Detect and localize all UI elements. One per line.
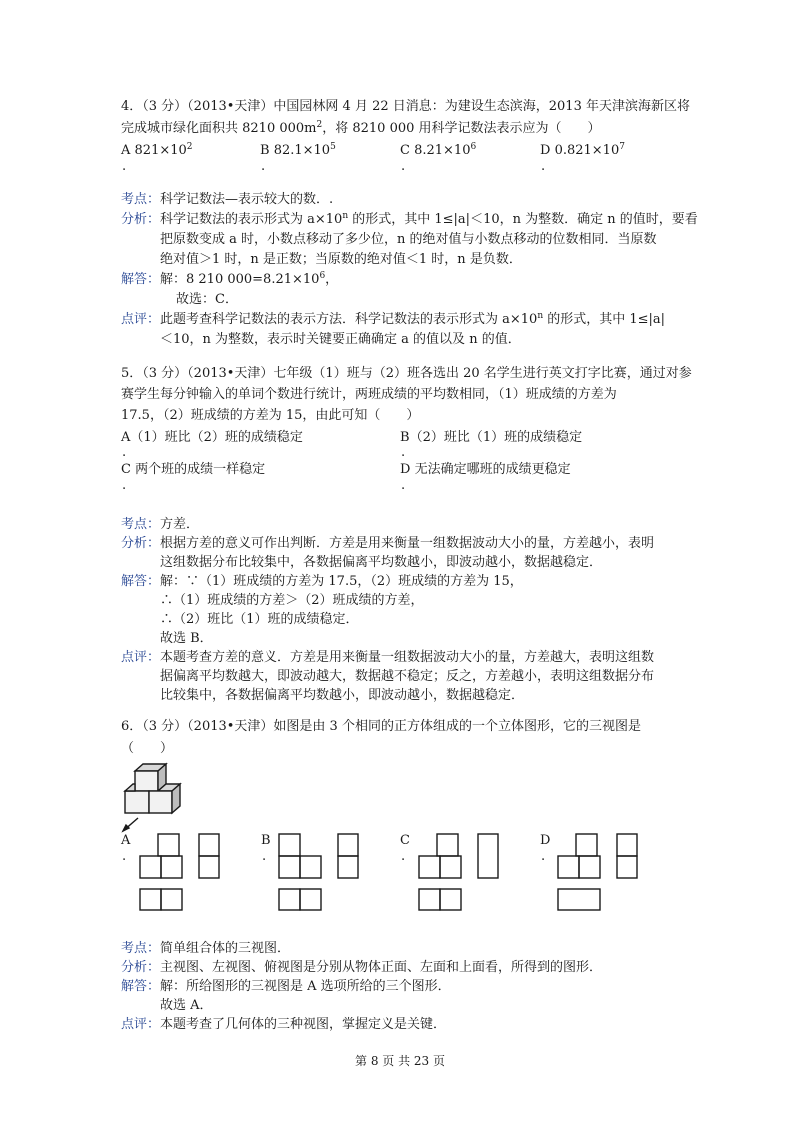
q5-fenxi-label: 分析： <box>121 536 161 551</box>
q5-jieda-line4: 故选 B． <box>160 631 213 646</box>
q4-fenxi-line1-tail: 的形式，其中 1≤|a|＜10，n 为整数．确定 n 的值时，要看 <box>348 212 698 227</box>
q5-dianping-line1: 本题考查方差的意义．方差是用来衡量一组数据波动大小的量，方差越大，表明这组数 <box>160 650 655 665</box>
q5-option-d <box>400 461 571 479</box>
q6-option-c-views <box>417 832 507 922</box>
option-dot: . <box>541 849 546 864</box>
q5-dianping-label: 点评： <box>121 650 161 665</box>
q4-dianping-exponent: n <box>537 311 544 321</box>
front-view-bottom-left-square <box>419 856 440 878</box>
q4-fenxi-line3: 绝对值＞1 时，n 是正数；当原数的绝对值＜1 时，n 是负数． <box>160 252 522 267</box>
option-dot: . <box>541 159 546 174</box>
option-dot: . <box>122 849 127 864</box>
option-text: 无法确定哪班的成绩更稳定 <box>414 462 571 477</box>
q5-jieda-line3: ∴（2）班比（1）班的成绩稳定． <box>160 612 359 627</box>
option-exponent: 5 <box>330 142 336 152</box>
front-view-bottom-left-square <box>279 856 300 878</box>
option-exponent: 6 <box>470 142 477 152</box>
front-view-bottom-right-square <box>300 856 321 878</box>
q6-option-d-letter: D <box>540 833 551 848</box>
q5-option-c <box>121 461 265 479</box>
q5-kaodian-text: 方差． <box>160 517 200 532</box>
q5-option-b <box>400 429 582 447</box>
q4-fenxi-label: 分析： <box>121 212 161 227</box>
q6-option-c-letter: C <box>400 833 410 848</box>
left-view-rectangle <box>478 834 498 878</box>
option-exponent: 7 <box>619 142 625 152</box>
q6-stem-line2: （ ） <box>121 741 174 756</box>
option-text: （2）班比（1）班的成绩稳定 <box>409 430 583 445</box>
q4-jieda-line1-text: 解：8 210 000=8.21×10 <box>160 272 320 287</box>
option-base: 8.21×10 <box>414 143 471 158</box>
left-view-lower-square <box>338 856 358 878</box>
option-exponent: 2 <box>186 142 193 152</box>
q6-option-a-views <box>138 832 228 922</box>
q4-jieda-line1-tail: ， <box>325 272 339 287</box>
q5-fenxi-line1: 根据方差的意义可作出判断．方差是用来衡量一组数据波动大小的量，方差越小，表明 <box>160 536 655 551</box>
q4-dianping-line1 <box>160 311 665 329</box>
q4-jieda-line2: 故选：C． <box>176 292 238 307</box>
q4-stem-line2 <box>121 120 601 138</box>
q4-dianping-line1-text: 此题考查科学记数法的表示方法．科学记数法的表示形式为 a×10 <box>160 312 538 327</box>
option-base: 82.1×10 <box>273 143 331 158</box>
option-letter: B <box>260 143 270 158</box>
front-view-top-square <box>437 834 458 856</box>
front-view-bottom-left-square <box>558 856 579 878</box>
q4-jieda-exponent: 6 <box>319 271 326 281</box>
left-view-lower-square <box>617 856 637 878</box>
option-base: 0.821×10 <box>554 143 620 158</box>
q6-fenxi-label: 分析： <box>121 960 161 975</box>
q6-stem-line1: 6．（3 分）（2013•天津）如图是由 3 个相同的正方体组成的一个立体图形，它的三视图是 <box>121 719 641 734</box>
q6-option-b-views <box>277 832 367 922</box>
front-view-bottom-right-square <box>579 856 600 878</box>
top-view-left-square <box>279 889 300 910</box>
front-view-top-square <box>279 834 300 856</box>
q4-fenxi-line2: 把原数变成 a 时，小数点移动了多少位，n 的绝对值与小数点移动的位数相同．当原数 <box>160 232 657 247</box>
q4-option-a <box>121 142 193 160</box>
q6-option-a-letter: A <box>121 833 131 848</box>
option-letter: C <box>400 143 410 158</box>
bottom-left-cube-top-face <box>125 784 135 791</box>
q4-jieda-line1 <box>160 271 338 289</box>
three-cube-solid-figure <box>120 758 190 828</box>
q6-dianping-label: 点评： <box>121 1017 161 1032</box>
q4-kaodian-label: 考点： <box>121 192 161 207</box>
front-view-bottom-right-square <box>161 856 182 878</box>
top-cube-front-face <box>135 771 158 791</box>
option-base: 821×10 <box>134 143 187 158</box>
option-letter: A <box>121 430 131 445</box>
q6-jieda-label: 解答： <box>121 979 161 994</box>
page-footer: 第 8 页 共 23 页 <box>355 1054 445 1068</box>
option-letter: D <box>540 143 551 158</box>
q4-jieda-label: 解答： <box>121 272 161 287</box>
q4-dianping-line1-tail: 的形式，其中 1≤|a| <box>543 312 666 327</box>
left-view-lower-square <box>199 856 219 878</box>
q5-stem-line3: 17.5，（2）班成绩的方差为 15，由此可知（ ） <box>121 408 420 423</box>
option-letter: C <box>121 462 131 477</box>
front-view-bottom-right-square <box>440 856 461 878</box>
option-dot: . <box>401 159 406 174</box>
top-view-left-square <box>140 889 161 910</box>
q4-kaodian-text: 科学记数法—表示较大的数．. <box>160 192 334 207</box>
q6-dianping-line1: 本题考查了几何体的三种视图，掌握定义是关键． <box>160 1017 447 1032</box>
q5-fenxi-line2: 这组数据分布比较集中，各数据偏离平均数越小，即波动越小，数据越稳定． <box>160 555 603 570</box>
q5-stem-line1: 5．（3 分）（2013•天津）七年级（1）班与（2）班各选出 20 名学生进行英文打字比赛，通过对参 <box>121 366 692 381</box>
option-dot: . <box>122 159 127 174</box>
option-dot: . <box>262 849 267 864</box>
option-dot: . <box>261 159 266 174</box>
q6-kaodian-text: 简单组合体的三视图． <box>160 941 291 956</box>
top-view-right-square <box>161 889 182 910</box>
option-letter: D <box>400 462 411 477</box>
option-text: 两个班的成绩一样稳定 <box>135 462 266 477</box>
q4-fenxi-line1-text: 科学记数法的表示形式为 a×10 <box>160 212 343 227</box>
q5-stem-line2: 赛学生每分钟输入的单词个数进行统计，两班成绩的平均数相同，（1）班成绩的方差为 <box>121 387 617 402</box>
q6-jieda-line2: 故选 A． <box>160 998 213 1013</box>
q4-option-c <box>400 142 476 160</box>
q6-jieda-line1: 解：所给图形的三视图是 A 选项所给的三个图形． <box>160 979 451 994</box>
bottom-right-cube-front-face <box>149 791 172 813</box>
option-dot: . <box>122 445 127 460</box>
q4-fenxi-line1 <box>160 211 698 229</box>
q4-option-b <box>260 142 336 160</box>
q6-option-b-letter: B <box>261 833 271 848</box>
option-letter: B <box>400 430 410 445</box>
front-view-top-square <box>576 834 597 856</box>
top-view-left-square <box>419 889 440 910</box>
option-text: （1）班比（2）班的成绩稳定 <box>130 430 303 445</box>
q4-stem-line2-tail: ，将 8210 000 用科学记数法表示应为（ ） <box>322 121 601 136</box>
left-view-upper-square <box>338 834 358 856</box>
q4-dianping-line2: ＜10，n 为整数，表示时关键要正确确定 a 的值以及 n 的值． <box>160 332 521 347</box>
q4-dianping-label: 点评： <box>121 312 161 327</box>
q6-option-d-views <box>556 832 646 922</box>
option-dot: . <box>122 478 127 493</box>
top-view-rectangle <box>558 889 600 910</box>
q6-fenxi-line1: 主视图、左视图、俯视图是分别从物体正面、左面和上面看，所得到的图形． <box>160 960 603 975</box>
q5-jieda-line2: ∴（1）班成绩的方差＞（2）班成绩的方差， <box>160 593 424 608</box>
front-view-bottom-left-square <box>140 856 161 878</box>
q4-option-d <box>540 142 625 160</box>
top-view-right-square <box>440 889 461 910</box>
option-dot: . <box>401 445 406 460</box>
top-view-right-square <box>300 889 321 910</box>
q5-dianping-line2: 据偏离平均数越大，即波动越大，数据越不稳定；反之，方差越小，表明这组数据分布 <box>160 669 655 684</box>
q4-stem-line2-text: 完成城市绿化面积共 8210 000m <box>121 121 317 136</box>
q5-option-a <box>121 429 303 447</box>
q5-jieda-line1: 解：∵（1）班成绩的方差为 17.5，（2）班成绩的方差为 15， <box>160 574 523 589</box>
q4-fenxi-exponent: n <box>342 211 349 221</box>
q5-dianping-line3: 比较集中，各数据偏离平均数越小，即波动越小，数据越稳定． <box>160 688 525 703</box>
option-dot: . <box>401 849 406 864</box>
q4-stem-line1: 4．（3 分）（2013•天津）中国园林网 4 月 22 日消息：为建设生态滨海，2013 年天津滨海新区将 <box>121 99 690 114</box>
q4-stem-exponent: 2 <box>316 120 323 130</box>
q6-kaodian-label: 考点： <box>121 941 161 956</box>
option-dot: . <box>401 478 406 493</box>
q5-kaodian-label: 考点： <box>121 517 161 532</box>
left-view-upper-square <box>617 834 637 856</box>
option-letter: A <box>121 143 131 158</box>
q5-jieda-label: 解答： <box>121 574 161 589</box>
left-view-upper-square <box>199 834 219 856</box>
bottom-left-cube-front-face <box>125 791 149 813</box>
front-view-top-square <box>158 834 179 856</box>
